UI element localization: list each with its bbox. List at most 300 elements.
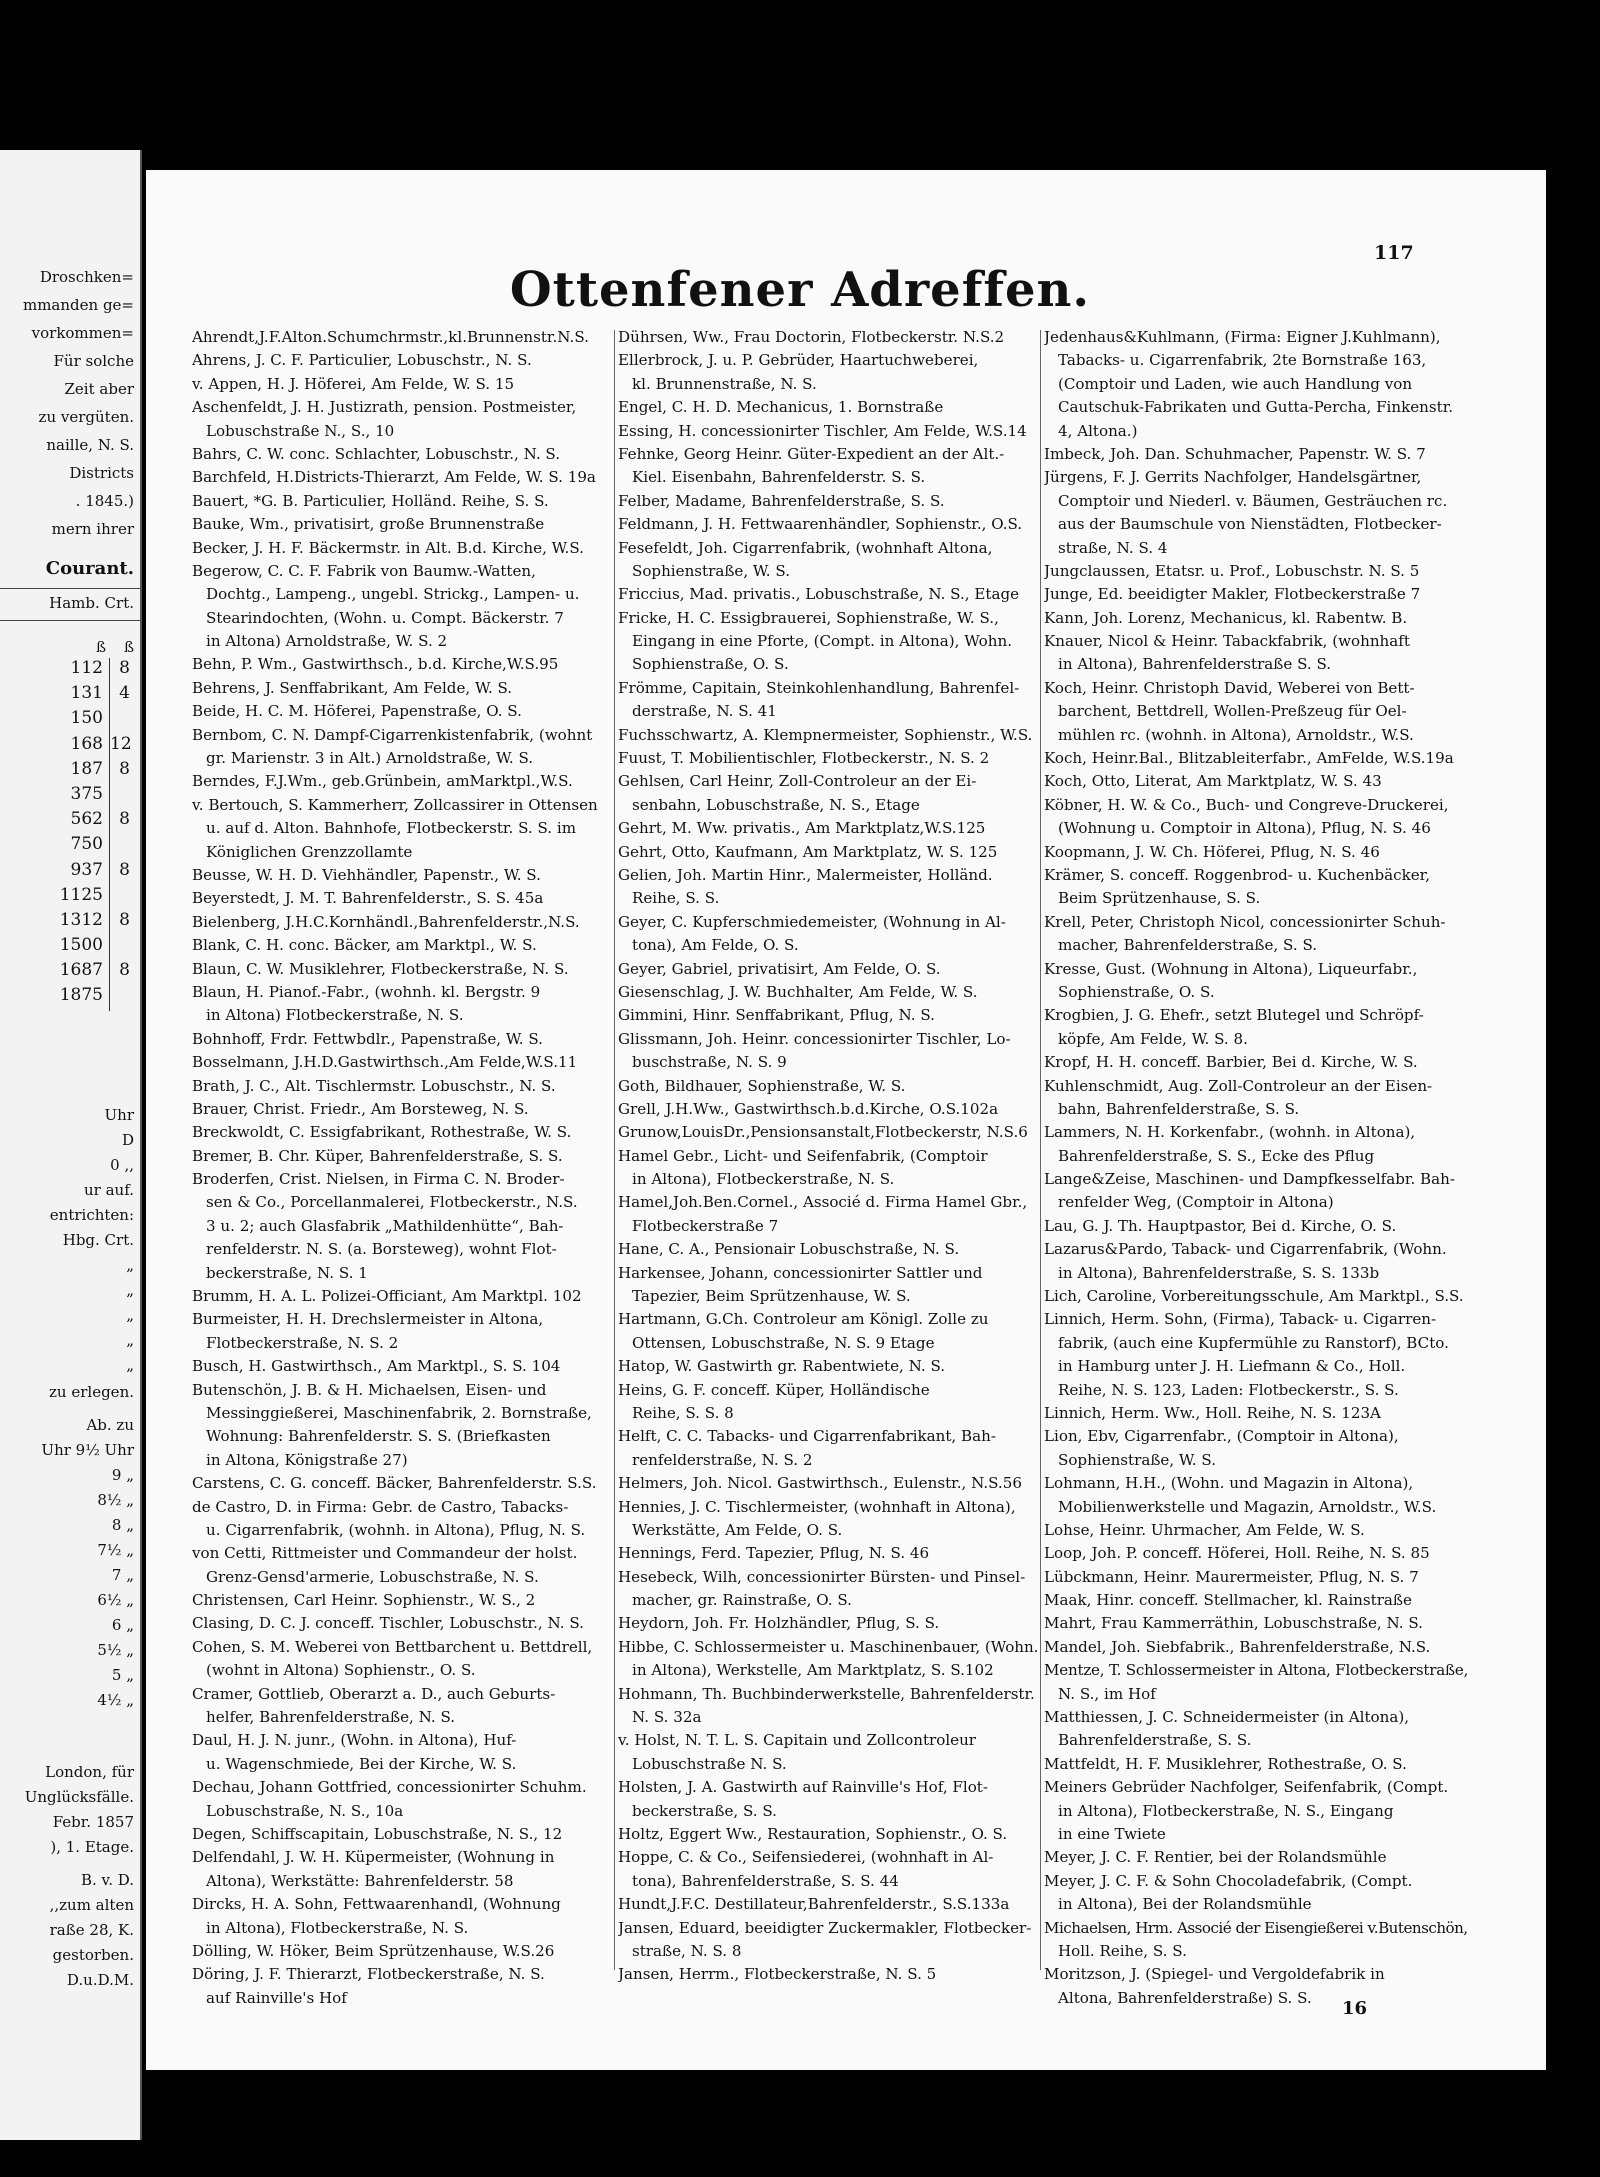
entry-continuation-line: (Wohnung u. Comptoir in Altona), Pflug, N. S. 46 <box>1058 819 1431 838</box>
address-entry <box>192 1823 610 1846</box>
facing-page-text-line: Droschken= <box>39 268 134 286</box>
address-entry <box>192 443 610 466</box>
entry-line: v. Bertouch, S. Kammerherr, Zollcassirer in Ottensen <box>192 795 598 814</box>
entry-line: Dührsen, Ww., Frau Doctorin, Flotbeckerstr. N.S.2 <box>618 328 1005 346</box>
facing-page-text-line: 7½ „ <box>97 1541 134 1559</box>
entry-line: Blaun, C. W. Musiklehrer, Flotbeckerstraße, N. S. <box>192 959 569 978</box>
entry-continuation-line: macher, Bahrenfelderstraße, S. S. <box>1058 936 1318 955</box>
entry-line: Gehrt, Otto, Kaufmann, Am Marktplatz, W. S. 125 <box>618 842 998 861</box>
entry-line: Bosselmann, J.H.D.Gastwirthsch.,Am Felde,W.S.11 <box>192 1053 578 1072</box>
entry-continuation-line: Flotbeckerstraße, N. S. 2 <box>206 1333 399 1352</box>
address-entry <box>618 1893 1038 1916</box>
entry-line: Lazarus&Pardo, Taback- und Cigarrenfabrik, (Wohn. <box>1044 1240 1447 1259</box>
column-divider <box>1040 330 1041 1970</box>
facing-page-text-line: Unglücksfälle. <box>24 1788 134 1806</box>
entry-line: Behn, P. Wm., Gastwirthsch., b.d. Kirche,W.S.95 <box>192 655 559 674</box>
entry-line: Jürgens, F. J. Gerrits Nachfolger, Handelsgärtner, <box>1044 468 1422 487</box>
entry-line: Blank, C. H. conc. Bäcker, am Marktpl., W. S. <box>192 936 537 955</box>
entry-line: Jungclaussen, Etatsr. u. Prof., Lobuschstr. N. S. 5 <box>1044 561 1420 580</box>
entry-line: Linnich, Herm. Ww., Holl. Reihe, N. S. 123A <box>1044 1403 1381 1422</box>
entry-line: Lübckmann, Heinr. Maurermeister, Pflug, N. S. 7 <box>1044 1567 1419 1586</box>
entry-line: de Castro, D. in Firma: Gebr. de Castro, Tabacks- <box>192 1497 569 1516</box>
entry-continuation-line: Holl. Reihe, S. S. <box>1058 1941 1187 1960</box>
facing-page-text-line: 5½ „ <box>97 1641 134 1659</box>
entry-line: Köbner, H. W. & Co., Buch- und Congreve-Druckerei, <box>1044 795 1449 814</box>
entry-continuation-line: Bahrenfelderstraße, S. S. <box>1058 1731 1252 1750</box>
address-entry <box>1044 1846 1468 1869</box>
address-entry <box>192 349 610 372</box>
entry-line: Hennings, Ferd. Tapezier, Pflug, N. S. 46 <box>618 1544 930 1563</box>
entry-continuation-line: Stearindochten, (Wohn. u. Compt. Bäckerstr. 7 <box>206 608 564 627</box>
entry-line: Brumm, H. A. L. Polizei-Officiant, Am Marktpl. 102 <box>192 1287 582 1306</box>
entry-line: Krämer, S. conceff. Roggenbrod- u. Kuchenbäcker, <box>1044 865 1431 884</box>
entry-line: Bauke, Wm., privatisirt, große Brunnenstraße <box>192 515 545 534</box>
entry-line: Ahrendt,J.F.Alton.Schumchrmstr.,kl.Brunnenstr.N.S. <box>192 328 589 346</box>
address-entry <box>1044 747 1468 770</box>
entry-continuation-line: Wohnung: Bahrenfelderstr. S. S. (Briefkasten <box>206 1427 551 1446</box>
table-cell: 1687 <box>59 960 103 981</box>
facing-page-text-line: 7 „ <box>111 1566 134 1584</box>
facing-page-text-line: 4½ „ <box>97 1691 134 1709</box>
entry-line: Hundt,J.F.C. Destillateur,Bahrenfelderstr., S.S.133a <box>618 1895 1010 1914</box>
entry-line: v. Appen, H. J. Höferei, Am Felde, W. S. 15 <box>192 374 515 393</box>
entry-line: Carstens, C. G. conceff. Bäcker, Bahrenfelderstr. S.S. <box>192 1474 597 1493</box>
address-entry <box>1044 1566 1468 1589</box>
address-entry <box>192 1963 610 2010</box>
table-cell: 131 <box>70 683 103 704</box>
entry-line: Koopmann, J. W. Ch. Höferei, Pflug, N. S. 46 <box>1044 842 1380 861</box>
address-entry <box>618 583 1038 606</box>
entry-line: Mentze, T. Schlossermeister in Altona, Flotbeckerstraße, <box>1044 1661 1468 1680</box>
entry-continuation-line: Sophienstraße, W. S. <box>1058 1450 1216 1469</box>
table-row <box>0 809 134 834</box>
address-entry <box>1044 1425 1468 1472</box>
entry-line: Gehlsen, Carl Heinr, Zoll-Controleur an der Ei- <box>618 772 977 791</box>
address-entry <box>192 1168 610 1285</box>
entry-line: Kropf, H. H. conceff. Barbier, Bei d. Kirche, W. S. <box>1044 1053 1418 1072</box>
address-entry <box>618 1004 1038 1027</box>
address-entry <box>618 326 1038 349</box>
entry-continuation-line: senbahn, Lobuschstraße, N. S., Etage <box>632 795 920 814</box>
table-cell <box>109 935 134 960</box>
facing-page-text-line: mmanden ge= <box>22 296 134 314</box>
entry-line: Bremer, B. Chr. Küper, Bahrenfelderstraße, S. S. <box>192 1146 563 1165</box>
table-row <box>0 960 134 985</box>
facing-page-text-line: zu erlegen. <box>49 1383 134 1401</box>
facing-page-table-units <box>0 640 140 655</box>
facing-page-text-line: D <box>121 1131 134 1149</box>
table-cell: 150 <box>70 708 103 729</box>
address-entry <box>1044 1121 1468 1168</box>
facing-page-text-line: 6½ „ <box>97 1591 134 1609</box>
entry-line: Daul, H. J. N. junr., (Wohn. in Altona), Huf- <box>192 1731 517 1750</box>
entry-continuation-line: Lobuschstraße N., S., 10 <box>206 421 395 440</box>
entry-line: Barchfeld, H.Districts-Thierarzt, Am Felde, W. S. 19a <box>192 468 596 487</box>
entry-line: Maak, Hinr. conceff. Stellmacher, kl. Rainstraße <box>1044 1591 1412 1610</box>
address-entry <box>192 490 610 513</box>
table-row <box>0 935 134 960</box>
entry-continuation-line: Reihe, N. S. 123, Laden: Flotbeckerstr., S. S. <box>1058 1380 1399 1399</box>
entry-line: Linnich, Herm. Sohn, (Firma), Taback- u. Cigarren- <box>1044 1310 1437 1329</box>
address-entry <box>192 887 610 910</box>
entry-line: Helft, C. C. Tabacks- und Cigarrenfabrikant, Bah- <box>618 1427 996 1446</box>
entry-continuation-line: Altona), Werkstätte: Bahrenfelderstr. 58 <box>206 1871 514 1890</box>
entry-continuation-line: auf Rainville's Hof <box>206 1988 347 2007</box>
entry-continuation-line: Comptoir und Niederl. v. Bäumen, Gesträuchen rc. <box>1058 491 1448 510</box>
address-entry <box>192 1589 610 1612</box>
entry-continuation-line: (wohnt in Altona) Sophienstr., O. S. <box>206 1661 476 1680</box>
entry-line: Gehrt, M. Ww. privatis., Am Marktplatz,W.S.125 <box>618 819 986 838</box>
entry-line: v. Holst, N. T. L. S. Capitain und Zollcontroleur <box>618 1731 977 1750</box>
address-entry <box>1044 1870 1468 1917</box>
facing-page-text-line: ur auf. <box>84 1181 134 1199</box>
entry-line: Broderfen, Crist. Nielsen, in Firma C. N. Broder- <box>192 1170 565 1189</box>
facing-page-section-heading: Courant. <box>45 558 134 579</box>
table-cell <box>109 985 134 1010</box>
entry-line: Ellerbrock, J. u. P. Gebrüder, Haartuchweberei, <box>618 351 979 370</box>
entry-continuation-line: Mobilienwerkstelle und Magazin, Arnoldstr., W.S. <box>1058 1497 1437 1516</box>
entry-line: Knauer, Nicol & Heinr. Tabackfabrik, (wohnhaft <box>1044 632 1410 651</box>
table-cell: 8 <box>109 910 134 935</box>
entry-line: Bohnhoff, Frdr. Fettwbdlr., Papenstraße, W. S. <box>192 1029 543 1048</box>
address-entry <box>1044 326 1468 443</box>
address-entry <box>618 537 1038 584</box>
entry-line: Heydorn, Joh. Fr. Holzhändler, Pflug, S. S. <box>618 1614 940 1633</box>
address-entry <box>192 1542 610 1589</box>
table-cell: 187 <box>70 758 103 779</box>
entry-continuation-line: in Altona), Flotbeckerstraße, N. S. <box>632 1170 895 1189</box>
address-entry <box>192 911 610 934</box>
facing-page-text-line: „ <box>126 1281 134 1299</box>
address-entry <box>618 1425 1038 1472</box>
entry-line: Koch, Heinr.Bal., Blitzableiterfabr., AmFelde, W.S.19a <box>1044 749 1454 768</box>
entry-line: Krell, Peter, Christoph Nicol, concessionirter Schuh- <box>1044 912 1446 931</box>
entry-continuation-line: macher, gr. Rainstraße, O. S. <box>632 1591 852 1610</box>
entry-continuation-line: in Altona), Bahrenfelderstraße, S. S. 133b <box>1058 1263 1380 1282</box>
entry-line: Dircks, H. A. Sohn, Fettwaarenhandl, (Wohnung <box>192 1895 561 1914</box>
entry-continuation-line: in Altona), Bahrenfelderstraße S. S. <box>1058 655 1332 674</box>
facing-page-text-line: ), 1. Etage. <box>50 1838 134 1856</box>
entry-line: Felber, Madame, Bahrenfelderstraße, S. S. <box>618 491 945 510</box>
address-entry <box>192 1285 610 1308</box>
entry-line: Geyer, Gabriel, privatisirt, Am Felde, O. S. <box>618 959 941 978</box>
address-entry <box>192 724 610 771</box>
table-row <box>0 910 134 935</box>
address-entry <box>192 1145 610 1168</box>
entry-continuation-line: Altona, Bahrenfelderstraße) S. S. <box>1058 1988 1312 2007</box>
entry-line: Butenschön, J. B. & H. Michaelsen, Eisen- und <box>192 1380 547 1399</box>
entry-line: Busch, H. Gastwirthsch., Am Marktpl., S. S. 104 <box>192 1357 561 1376</box>
address-entry <box>192 1379 610 1473</box>
entry-continuation-line: Tapezier, Beim Sprützenhause, W. S. <box>632 1287 911 1306</box>
address-entry <box>192 1612 610 1635</box>
facing-page-text-line: raße 28, K. <box>49 1921 134 1939</box>
table-cell: 12 <box>109 734 134 759</box>
address-entry <box>192 677 610 700</box>
table-rule <box>0 588 140 589</box>
entry-line: Bauert, *G. B. Particulier, Holländ. Reihe, S. S. <box>192 491 549 510</box>
signature-mark: 16 <box>1342 1998 1368 2019</box>
entry-continuation-line: fabrik, (auch eine Kupfermühle zu Ranstorf), BCto. <box>1058 1333 1449 1352</box>
entry-line: Fuust, T. Mobilientischler, Flotbeckerstr., N. S. 2 <box>618 749 990 768</box>
entry-continuation-line: Dochtg., Lampeng., ungebl. Strickg., Lampen- u. <box>206 585 580 604</box>
entry-line: Essing, H. concessionirter Tischler, Am Felde, W.S.14 <box>618 421 1027 440</box>
facing-page-text-line: Zeit aber <box>64 380 134 398</box>
facing-page-text-line: ,,zum alten <box>49 1896 134 1914</box>
address-entry <box>192 1121 610 1144</box>
address-entry <box>618 1636 1038 1683</box>
table-cell: 4 <box>109 683 134 708</box>
table-cell <box>109 885 134 910</box>
address-entry <box>192 1776 610 1823</box>
page-title: Ottenfener Adreffen. <box>509 262 1091 318</box>
entry-continuation-line: in Altona), Bei der Rolandsmühle <box>1058 1895 1312 1914</box>
entry-line: Becker, J. H. F. Bäckermstr. in Alt. B.d. Kirche, W.S. <box>192 538 584 557</box>
address-entry <box>618 1846 1038 1893</box>
address-entry <box>618 490 1038 513</box>
entry-line: Giesenschlag, J. W. Buchhalter, Am Felde, W. S. <box>618 982 978 1001</box>
address-entry <box>618 817 1038 840</box>
address-entry <box>618 1683 1038 1730</box>
address-entry <box>618 1075 1038 1098</box>
address-entry <box>192 1028 610 1051</box>
entry-line: Jedenhaus&Kuhlmann, (Firma: Eigner J.Kuhlmann), <box>1044 328 1441 346</box>
address-entry <box>1044 1542 1468 1565</box>
entry-line: Brauer, Christ. Friedr., Am Borsteweg, N. S. <box>192 1099 529 1118</box>
address-entry <box>192 513 610 536</box>
address-entry <box>192 1893 610 1940</box>
address-entry <box>1044 841 1468 864</box>
address-entry <box>618 1729 1038 1776</box>
entry-continuation-line: derstraße, N. S. 41 <box>632 702 777 721</box>
address-entry <box>1044 1519 1468 1542</box>
facing-page-text-line: entrichten: <box>49 1206 134 1224</box>
address-entry <box>1044 677 1468 747</box>
address-entry <box>618 396 1038 419</box>
address-entry <box>1044 1402 1468 1425</box>
address-entry <box>192 466 610 489</box>
entry-continuation-line: Bahrenfelderstraße, S. S., Ecke des Pflug <box>1058 1146 1375 1165</box>
entry-continuation-line: Lobuschstraße N. S. <box>632 1754 787 1773</box>
entry-line: von Cetti, Rittmeister und Commandeur der holst. <box>192 1544 578 1563</box>
address-entry <box>618 1145 1038 1192</box>
address-entry <box>1044 1636 1468 1659</box>
entry-line: Delfendahl, J. W. H. Küpermeister, (Wohnung in <box>192 1848 555 1867</box>
entry-continuation-line: Reihe, S. S. 8 <box>632 1403 734 1422</box>
address-entry <box>618 1472 1038 1495</box>
address-entry <box>618 747 1038 770</box>
address-entry <box>618 677 1038 724</box>
entry-line: Lange&Zeise, Maschinen- und Dampfkesselfabr. Bah- <box>1044 1170 1455 1189</box>
entry-continuation-line: Messinggießerei, Maschinenfabrik, 2. Bornstraße, <box>206 1403 592 1422</box>
entry-line: Mandel, Joh. Siebfabrik., Bahrenfelderstraße, N.S. <box>1044 1637 1431 1656</box>
entry-continuation-line: gr. Marienstr. 3 in Alt.) Arnoldstraße, W. S. <box>206 749 534 768</box>
facing-page-text-line: Hbg. Crt. <box>62 1231 134 1249</box>
entry-line: Hartmann, G.Ch. Controleur am Königl. Zolle zu <box>618 1310 989 1329</box>
entry-continuation-line: köpfe, Am Felde, W. S. 8. <box>1058 1029 1248 1048</box>
table-row <box>0 985 134 1010</box>
address-entry <box>1044 1753 1468 1776</box>
table-cell: 1312 <box>59 909 103 930</box>
facing-page-text-line: „ <box>126 1306 134 1324</box>
entry-line: Grell, J.H.Ww., Gastwirthsch.b.d.Kirche, O.S.102a <box>618 1099 999 1118</box>
entry-line: Gelien, Joh. Martin Hinr., Malermeister, Holländ. <box>618 865 993 884</box>
table-cell: 1500 <box>59 935 103 956</box>
entry-line: Feldmann, J. H. Fettwaarenhändler, Sophienstr., O.S. <box>618 515 1023 534</box>
address-entry <box>618 1355 1038 1378</box>
entry-line: Behrens, J. Senffabrikant, Am Felde, W. S. <box>192 678 513 697</box>
table-row <box>0 784 134 809</box>
address-entry <box>618 724 1038 747</box>
table-row <box>0 759 134 784</box>
entry-line: Frömme, Capitain, Steinkohlenhandlung, Bahrenfel- <box>618 678 1020 697</box>
address-entry <box>618 1238 1038 1261</box>
unit-label: ß <box>123 638 134 656</box>
address-entry <box>618 1776 1038 1823</box>
address-entry <box>192 794 610 864</box>
address-entry <box>192 1683 610 1730</box>
table-cell: 8 <box>109 860 134 885</box>
table-cell: 1875 <box>59 985 103 1006</box>
facing-page-text-line: mern ihrer <box>51 520 134 538</box>
facing-page-text-line: D.u.D.M. <box>66 1971 134 1989</box>
facing-page-text-line: 8 „ <box>111 1516 134 1534</box>
entry-line: Hoppe, C. & Co., Seifensiederei, (wohnhaft in Al- <box>618 1848 994 1867</box>
entry-line: Hamel,Joh.Ben.Cornel., Associé d. Firma Hamel Gbr., <box>618 1193 1028 1212</box>
table-cell: 112 <box>70 658 103 678</box>
entry-line: Döring, J. F. Thierarzt, Flotbeckerstraße, N. S. <box>192 1965 545 1984</box>
entry-line: Hamel Gebr., Licht- und Seifenfabrik, (Comptoir <box>618 1146 988 1165</box>
address-entry <box>618 420 1038 443</box>
entry-continuation-line: Beim Sprützenhause, S. S. <box>1058 889 1261 908</box>
entry-line: Matthiessen, J. C. Schneidermeister (in Altona), <box>1044 1708 1410 1727</box>
entry-line: Berndes, F.J.Wm., geb.Grünbein, amMarktpl.,W.S. <box>192 772 573 791</box>
address-entry <box>1044 1215 1468 1238</box>
address-entry <box>1044 1963 1468 2010</box>
entry-line: Hane, C. A., Pensionair Lobuschstraße, N. S. <box>618 1240 960 1259</box>
entry-line: Krogbien, J. G. Ehefr., setzt Blutegel und Schröpf- <box>1044 1006 1424 1025</box>
column-divider <box>614 330 615 1970</box>
address-column-3 <box>1044 326 1468 2010</box>
address-entry <box>618 981 1038 1004</box>
table-row <box>0 734 134 759</box>
address-entry <box>1044 1004 1468 1051</box>
address-entry <box>1044 1612 1468 1635</box>
entry-line: Christensen, Carl Heinr. Sophienstr., W. S., 2 <box>192 1591 536 1610</box>
entry-continuation-line: in Hamburg unter J. H. Liefmann & Co., Holl. <box>1058 1357 1406 1376</box>
address-entry <box>618 864 1038 911</box>
entry-line: Kresse, Gust. (Wohnung in Altona), Liqueurfabr., <box>1044 959 1418 978</box>
address-entry <box>1044 1308 1468 1402</box>
entry-line: Hesebeck, Wilh, concessionirter Bürsten- und Pinsel- <box>618 1567 1026 1586</box>
address-entry <box>192 864 610 887</box>
entry-line: Lohmann, H.H., (Wohn. und Magazin in Altona), <box>1044 1474 1414 1493</box>
entry-line: Burmeister, H. H. Drechslermeister in Altona, <box>192 1310 544 1329</box>
facing-page-text-line: Districts <box>69 464 134 482</box>
facing-page-text-line: 5 „ <box>111 1666 134 1684</box>
facing-page-text-line: vorkommen= <box>31 324 134 342</box>
entry-line: Loop, Joh. P. conceff. Höferei, Holl. Reihe, N. S. 85 <box>1044 1544 1430 1563</box>
address-entry <box>618 1098 1038 1121</box>
entry-continuation-line: Sophienstraße, W. S. <box>632 561 790 580</box>
entry-continuation-line: sen & Co., Porcellanmalerei, Flotbeckerstr., N.S. <box>206 1193 578 1212</box>
address-entry <box>618 1028 1038 1075</box>
address-entry <box>1044 770 1468 793</box>
entry-line: Helmers, Joh. Nicol. Gastwirthsch., Eulenstr., N.S.56 <box>618 1474 1022 1493</box>
address-entry <box>192 653 610 676</box>
entry-line: Beyerstedt, J. M. T. Bahrenfelderstr., S. S. 45a <box>192 889 544 908</box>
address-entry <box>1044 864 1468 911</box>
entry-continuation-line: straße, N. S. 8 <box>632 1941 742 1960</box>
entry-continuation-line: in Altona, Königstraße 27) <box>206 1450 408 1469</box>
entry-continuation-line: kl. Brunnenstraße, N. S. <box>632 374 817 393</box>
entry-continuation-line: renfelderstraße, N. S. 2 <box>632 1450 813 1469</box>
entry-continuation-line: Sophienstraße, O. S. <box>1058 982 1215 1001</box>
address-entry <box>618 1823 1038 1846</box>
address-entry <box>192 981 610 1028</box>
facing-page-text-line: 9 „ <box>111 1466 134 1484</box>
address-entry <box>1044 1589 1468 1612</box>
entry-line: Lau, G. J. Th. Hauptpastor, Bei d. Kirche, O. S. <box>1044 1216 1397 1235</box>
address-entry <box>192 1051 610 1074</box>
entry-line: Heins, G. F. conceff. Küper, Holländische <box>618 1380 930 1399</box>
entry-line: Holtz, Eggert Ww., Restauration, Sophienstr., O. S. <box>618 1825 1008 1843</box>
address-entry <box>192 1098 610 1121</box>
entry-line: Hatop, W. Gastwirth gr. Rabentwiete, N. S. <box>618 1357 946 1376</box>
address-entry <box>618 1566 1038 1613</box>
address-entry <box>192 373 610 396</box>
entry-continuation-line: Tabacks- u. Cigarrenfabrik, 2te Bornstraße 163, <box>1058 351 1427 370</box>
entry-line: Hennies, J. C. Tischlermeister, (wohnhaft in Altona), <box>618 1497 1016 1516</box>
address-entry <box>1044 466 1468 560</box>
address-entry <box>192 1308 610 1355</box>
address-entry <box>618 841 1038 864</box>
entry-line: Bahrs, C. W. conc. Schlachter, Lobuschstr., N. S. <box>192 444 561 463</box>
entry-continuation-line: in eine Twiete <box>1058 1825 1166 1843</box>
facing-page-text-line: . 1845.) <box>75 492 134 510</box>
entry-continuation-line: in Altona) Arnoldstraße, W. S. 2 <box>206 632 448 651</box>
table-row <box>0 708 134 733</box>
address-entry <box>618 1379 1038 1426</box>
entry-continuation-line: in Altona), Flotbeckerstraße, N. S. <box>206 1918 469 1937</box>
entry-continuation-line: Kiel. Eisenbahn, Bahrenfelderstr. S. S. <box>632 468 926 487</box>
fare-table <box>0 658 134 1011</box>
entry-continuation-line: mühlen rc. (wohnh. in Altona), Arnoldstr., W.S. <box>1058 725 1414 744</box>
entry-continuation-line: in Altona), Werkstelle, Am Marktplatz, S. S.102 <box>632 1661 994 1680</box>
entry-line: Lion, Ebv, Cigarrenfabr., (Comptoir in Altona), <box>1044 1427 1399 1446</box>
address-entry <box>1044 1706 1468 1753</box>
entry-line: Junge, Ed. beeidigter Makler, Flotbeckerstraße 7 <box>1044 585 1421 604</box>
entry-continuation-line: tona), Bahrenfelderstraße, S. S. 44 <box>632 1871 899 1890</box>
address-entry <box>1044 1168 1468 1215</box>
entry-line: Blaun, H. Pianof.-Fabr., (wohnh. kl. Bergstr. 9 <box>192 982 541 1001</box>
entry-continuation-line: buschstraße, N. S. 9 <box>632 1053 787 1072</box>
entry-continuation-line: Ottensen, Lobuschstraße, N. S. 9 Etage <box>632 1333 935 1352</box>
address-entry <box>1044 443 1468 466</box>
entry-continuation-line: Reihe, S. S. <box>632 889 720 908</box>
page-number: 117 <box>1374 242 1414 264</box>
address-entry <box>1044 1917 1468 1964</box>
address-entry <box>1044 1285 1468 1308</box>
address-entry <box>192 1940 610 1963</box>
entry-line: Aschenfeldt, J. H. Justizrath, pension. Postmeister, <box>192 398 577 417</box>
entry-line: Moritzson, J. (Spiegel- und Vergoldefabrik in <box>1044 1965 1385 1984</box>
table-cell: 8 <box>109 960 134 985</box>
entry-continuation-line: u. auf d. Alton. Bahnhofe, Flotbeckerstr. S. S. im <box>206 819 577 838</box>
table-cell: 168 <box>70 733 103 754</box>
entry-line: Beusse, W. H. D. Viehhändler, Papenstr., W. S. <box>192 865 541 884</box>
entry-continuation-line: Grenz-Gensd'armerie, Lobuschstraße, N. S. <box>206 1567 539 1586</box>
